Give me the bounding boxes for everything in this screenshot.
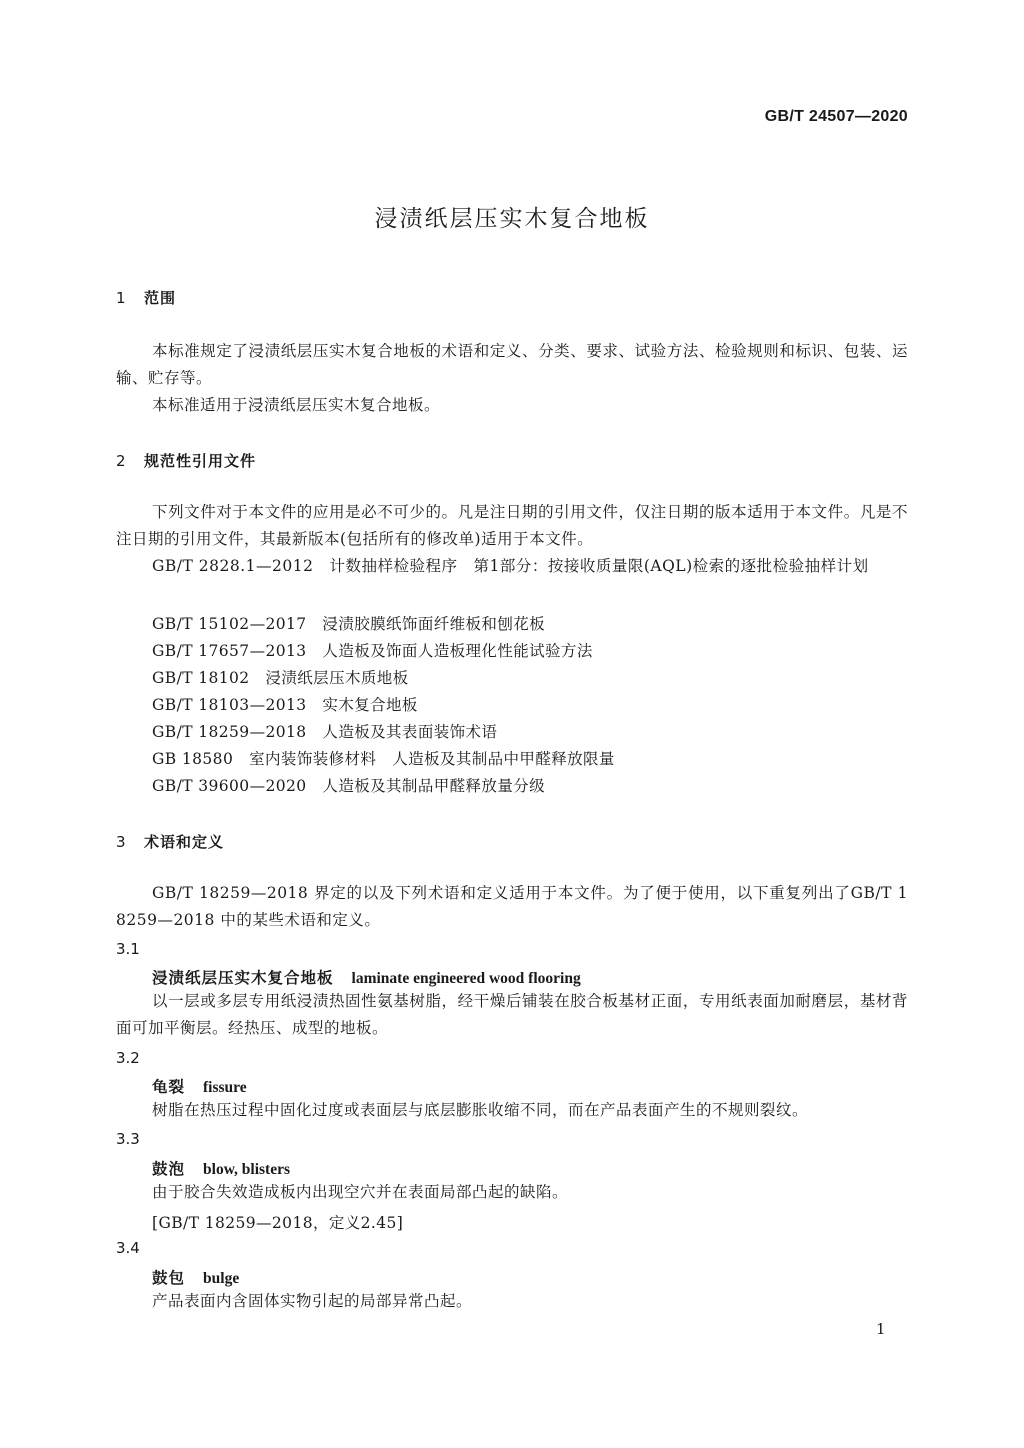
term-heading: [152, 966, 581, 988]
term-heading: [152, 1075, 247, 1097]
term-zh: 鼓泡: [152, 1160, 186, 1178]
reference-title: 计数抽样检验程序 第1部分：按接收质量限(AQL)检索的逐批检验抽样计划: [329, 557, 869, 575]
standard-code: GB/T 24507—2020: [764, 108, 908, 125]
reference-item: [152, 666, 409, 688]
reference-code: GB/T 18103—2013: [152, 696, 307, 714]
scope-applicability: 本标准适用于浸渍纸层压实木复合地板。: [152, 396, 441, 414]
scope-paragraph: 本标准规定了浸渍纸层压实木复合地板的术语和定义、分类、要求、试验方法、检验规则和标识、包装、运输、贮存等。: [116, 342, 908, 387]
reference-item: [152, 612, 545, 634]
section-title: 术语和定义: [144, 833, 225, 851]
reference-title: 人造板及其制品甲醛释放量分级: [322, 777, 546, 795]
term-number: 3.4: [116, 1239, 140, 1257]
reference-item: [152, 693, 418, 715]
term-en: laminate engineered wood flooring: [351, 970, 581, 987]
term-source: [GB/T 18259—2018，定义2.45]: [152, 1214, 404, 1232]
section-1-heading: [116, 287, 176, 308]
reference-code: GB/T 18102: [152, 669, 250, 687]
section-number: 3: [116, 833, 127, 851]
reference-title: 人造板及饰面人造板理化性能试验方法: [322, 642, 593, 660]
reference-code: GB/T 17657—2013: [152, 642, 307, 660]
reference-code: GB/T 18259—2018: [152, 723, 307, 741]
term-en: blow, blisters: [203, 1161, 290, 1178]
section-3-heading: [116, 831, 224, 852]
section-number: 1: [116, 289, 127, 307]
term-zh: 浸渍纸层压实木复合地板: [152, 969, 334, 987]
reference-item: [152, 639, 593, 661]
term-definition: 以一层或多层专用纸浸渍热固性氨基树脂，经干燥后铺装在胶合板基材正面，专用纸表面加耐磨层，基材背面可加平衡层。经热压、成型的地板。: [116, 992, 908, 1037]
reference-item: [116, 553, 908, 580]
term-zh: 鼓包: [152, 1269, 186, 1287]
section-title: 规范性引用文件: [144, 452, 257, 470]
term-definition: 由于胶合失效造成板内出现空穴并在表面局部凸起的缺陷。: [152, 1183, 569, 1201]
page-number: 1: [876, 1320, 886, 1338]
term-number: 3.2: [116, 1049, 140, 1067]
reference-title: 人造板及其表面装饰术语: [322, 723, 498, 741]
document-title: 浸渍纸层压实木复合地板: [374, 206, 650, 232]
reference-code: GB/T 39600—2020: [152, 777, 307, 795]
term-en: bulge: [203, 1270, 240, 1287]
reference-title: 浸渍胶膜纸饰面纤维板和刨花板: [322, 615, 546, 633]
term-number: 3.3: [116, 1130, 140, 1148]
section-number: 2: [116, 452, 127, 470]
reference-code: GB 18580: [152, 750, 234, 768]
term-definition: 树脂在热压过程中固化过度或表面层与底层膨胀收缩不同，而在产品表面产生的不规则裂纹。: [152, 1101, 809, 1119]
section-2-heading: [116, 450, 256, 471]
reference-item: [152, 774, 545, 796]
term-number: 3.1: [116, 940, 140, 958]
reference-item: [152, 747, 615, 769]
references-intro: 下列文件对于本文件的应用是必不可少的。凡是注日期的引用文件，仅注日期的版本适用于本文件。凡是不注日期的引用文件，其最新版本(包括所有的修改单)适用于本文件。: [116, 503, 908, 548]
section-title: 范围: [144, 289, 177, 307]
term-definition: 产品表面内含固体实物引起的局部异常凸起。: [152, 1292, 473, 1310]
reference-title: 实木复合地板: [322, 696, 418, 714]
reference-title: 室内装饰装修材料 人造板及其制品中甲醛释放限量: [249, 750, 615, 768]
term-en: fissure: [203, 1079, 247, 1096]
term-heading: [152, 1157, 290, 1179]
reference-item: [152, 720, 497, 742]
terms-intro: GB/T 18259—2018 界定的以及下列术语和定义适用于本文件。为了便于使用，以下重复列出了GB/T 18259—2018 中的某些术语和定义。: [116, 884, 908, 929]
term-heading: [152, 1266, 239, 1288]
reference-title: 浸渍纸层压木质地板: [265, 669, 409, 687]
reference-code: GB/T 15102—2017: [152, 615, 307, 633]
reference-code: GB/T 2828.1—2012: [152, 557, 314, 575]
term-zh: 龟裂: [152, 1078, 186, 1096]
